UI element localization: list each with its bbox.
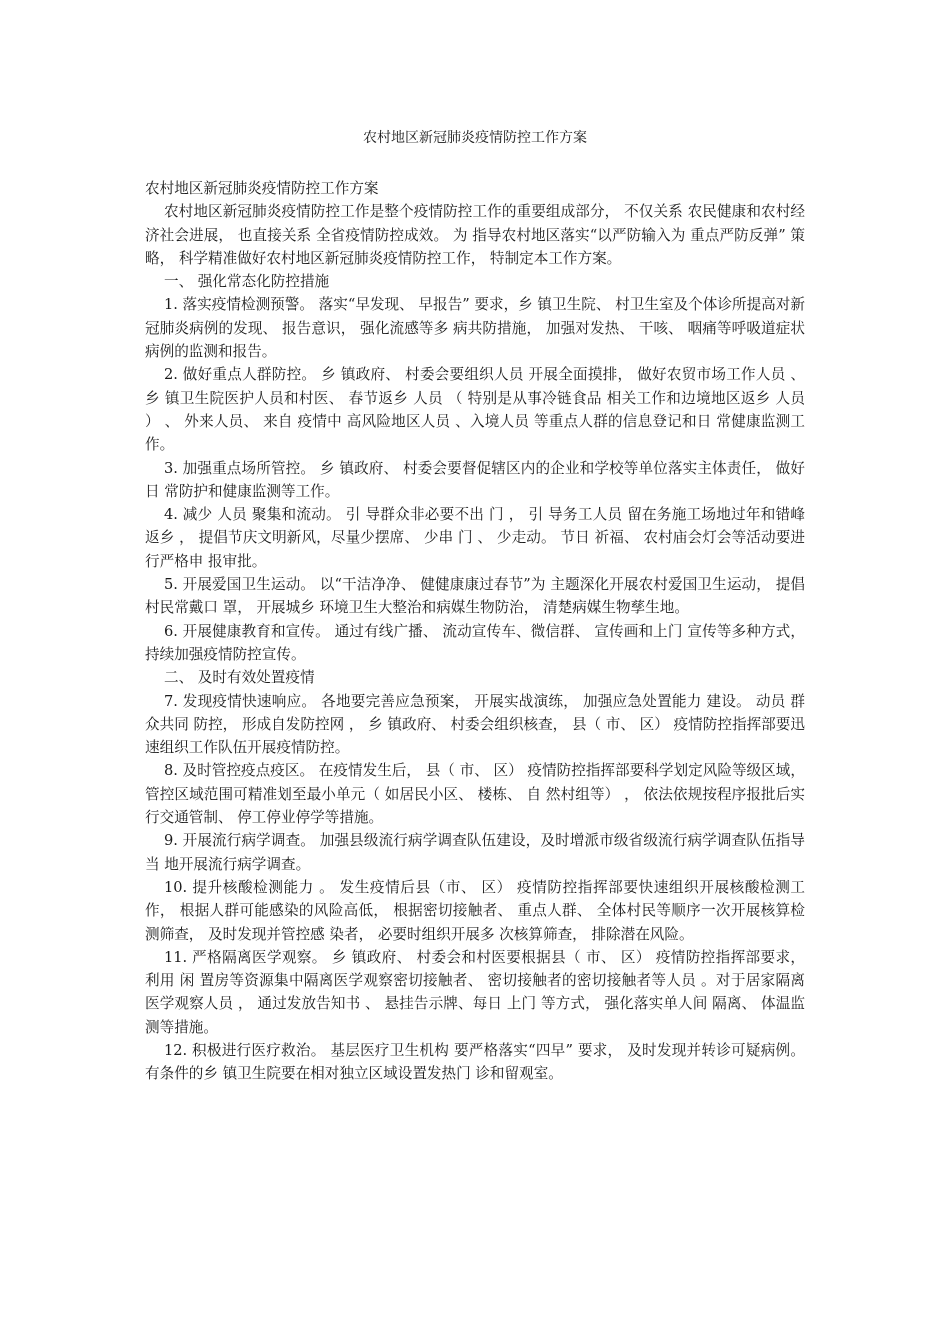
paragraph-8: 8. 及时管控疫点疫区。 在疫情发生后， 县（ 市、 区） 疫情防控指挥部要科学划定风险等级区域， 管控区域范围可精准划至最小单元（ 如居民小区、 楼栋、 自 然村组等） ， 依法依规按程序报批后实行交通管制、 停工停业停学等措施。 [145, 762, 805, 827]
paragraph-1: 1. 落实疫情检测预警。 落实“早发现、 早报告” 要求，乡 镇卫生院、 村卫生室及个体诊所提高对新冠肺炎病例的发现、 报告意识， 强化流感等多 病共防措施， 加强对发热、 干咳、 咽痛等呼吸道症状病例的监测和报告。 [145, 296, 805, 361]
document-body [145, 177, 805, 1086]
paragraph-11: 11. 严格隔离医学观察。 乡 镇政府、 村委会和村医要根据县（ 市、 区） 疫情防控指挥部要求， 利用 闲 置房等资源集中隔离医学观察密切接触者、 密切接触者的密切接触者等人员 。对于居家隔离医学观察人员 ， 通过发放告知书 、 悬挂告示牌、每日 上门 等方式， 强化落实单人间 隔离、 体温监测等措施。 [145, 948, 805, 1036]
paragraph-2: 2. 做好重点人群防控。 乡 镇政府、 村委会要组织人员 开展全面摸排， 做好农贸市场工作人员 、 乡 镇卫生院医护人员和村医、 春节返乡 人员 （ 特别是从事冷链食品 相关工作和边境地区返乡 人员 ） 、 外来人员、 来自 疫情中 高风险地区人员 、入境人员 等重点人群的信息登记和日 常健康监测工作。 [145, 366, 805, 454]
paragraph-4: 4. 减少 人员 聚集和流动。 引 导群众非必要不出 门 ， 引 导务工人员 留在务施工场地过年和错峰返乡 ， 提倡节庆文明新风，尽量少摆席、 少串 门 、 少走动。 节日 祈福、 农村庙会灯会等活动要进行严格申 报审批。 [145, 506, 805, 570]
paragraph-7: 7. 发现疫情快速响应。 各地要完善应急预案， 开展实战演练， 加强应急处置能力 建设。 动员 群众共同 防控， 形成自发防控网 ， 乡 镇政府、 村委会组织核查， 县（ 市、 区） 疫情防控指挥部要迅速组织工作队伍开展疫情防控。 [145, 692, 805, 757]
document-subtitle: 农村地区新冠肺炎疫情防控工作方案 [145, 180, 379, 197]
paragraph-3: 3. 加强重点场所管控。 乡 镇政府、 村委会要督促辖区内的企业和学校等单位落实主体责任， 做好日 常防护和健康监测等工作。 [145, 459, 805, 500]
section-heading-1: 一、 强化常态化防控措施 [163, 273, 330, 291]
document-title: 农村地区新冠肺炎疫情防控工作方案 [363, 130, 587, 146]
paragraph-6: 6. 开展健康教育和宣传。 通过有线广播、 流动宣传车、微信群、 宣传画和上门 宣传等多种方式， 持续加强疫情防控宣传。 [145, 622, 805, 663]
paragraph-10: 10. 提升核酸检测能力 。 发生疫情后县（市、 区） 疫情防控指挥部要快速组织开展核酸检测工作， 根据人群可能感染的风险高低， 根据密切接触者、 重点人群、 全体村民等顺序一次开展核算检测筛查， 及时发现并管控感 染者， 必要时组织开展多 次核算筛查， 排除潜在风险。 [145, 878, 805, 943]
paragraph-9: 9. 开展流行病学调查。 加强县级流行病学调查队伍建设，及时增派市级省级流行病学调查队伍指导当 地开展流行病学调查。 [145, 832, 805, 873]
intro-paragraph: 农村地区新冠肺炎疫情防控工作是整个疫情防控工作的重要组成部分， 不仅关系 农民健康和农村经济社会进展， 也直接关系 全省疫情防控成效。 为 指导农村地区落实“以严防输入为 重点严防反弹” 策略， 科学精准做好农村地区新冠肺炎疫情防控工作， 特制定本工作方案。 [145, 203, 805, 267]
paragraph-5: 5. 开展爱国卫生运动。 以“干洁净净、 健健康康过春节”为 主题深化开展农村爱国卫生运动， 提倡村民常戴口 罩， 开展城乡 环境卫生大整治和病媒生物防治， 清楚病媒生物孳生地。 [145, 576, 805, 617]
paragraph-12: 12. 积极进行医疗救治。 基层医疗卫生机构 要严格落实“四早” 要求， 及时发现并转诊可疑病例。 有条件的乡 镇卫生院要在相对独立区域设置发热门 诊和留观室。 [145, 1041, 805, 1083]
section-heading-2: 二、 及时有效处置疫情 [163, 669, 315, 687]
